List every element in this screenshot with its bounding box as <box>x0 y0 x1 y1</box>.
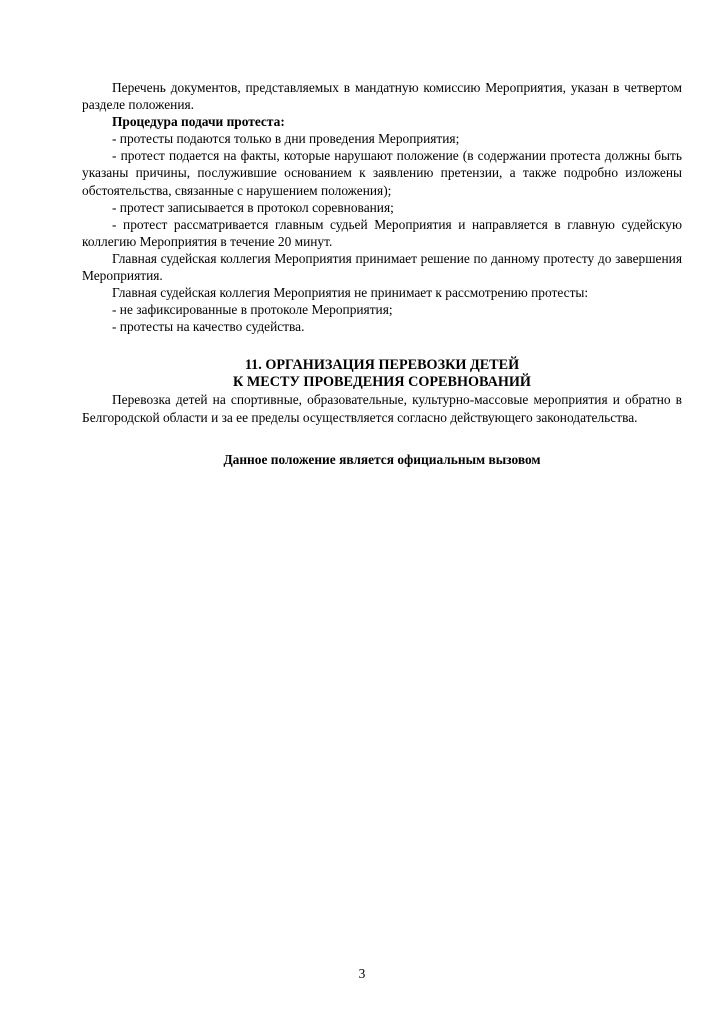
page-number: 3 <box>358 966 366 981</box>
judging-panel-decision-paragraph: Главная судейская коллегия Мероприятия принимает решение по данному протесту до завершения Мероприятия. <box>82 250 682 284</box>
transport-paragraph: Перевозка детей на спортивные, образовательные, культурно-массовые мероприятия и обратно в Белгородской области и за ее пределы осуществляется согласно действующего законодательства. <box>82 392 682 425</box>
section-heading-line-1: 11. ОРГАНИЗАЦИЯ ПЕРЕВОЗКИ ДЕТЕЙ <box>244 357 520 374</box>
documents-list-paragraph: Перечень документов, представляемых в мандатную комиссию Мероприятия, указан в четвертом разделе положения. <box>82 80 682 113</box>
judging-panel-rejects-paragraph: Главная судейская коллегия Мероприятия не принимает к рассмотрению протесты: <box>112 285 589 301</box>
protest-procedure-heading: Процедура подачи протеста: <box>112 114 285 130</box>
protest-rule-2: - протест подается на факты, которые нарушают положение (в содержании протеста должны быть указаны причины, послужившие основанием к заявлению претензии, а также подробно изложены обстоятельства, связанные с нарушением положения); <box>82 148 682 198</box>
protest-rule-1: - протесты подаются только в дни проведения Мероприятия; <box>112 131 460 147</box>
rejected-protest-1: - не зафиксированные в протоколе Мероприятия; <box>112 302 393 318</box>
rejected-protest-2: - протесты на качество судейства. <box>112 319 305 335</box>
section-heading-line-2: К МЕСТУ ПРОВЕДЕНИЯ СОРЕВНОВАНИЙ <box>233 374 531 391</box>
protest-rule-3: - протест записывается в протокол соревнования; <box>112 199 394 215</box>
closing-statement: Данное положение является официальным вызовом <box>223 451 541 467</box>
section-heading <box>82 357 682 391</box>
protest-rule-4: - протест рассматривается главным судьей Мероприятия и направляется в главную судейскую коллегию Мероприятия в течение 20 минут. <box>82 216 682 249</box>
document-body <box>82 79 682 468</box>
